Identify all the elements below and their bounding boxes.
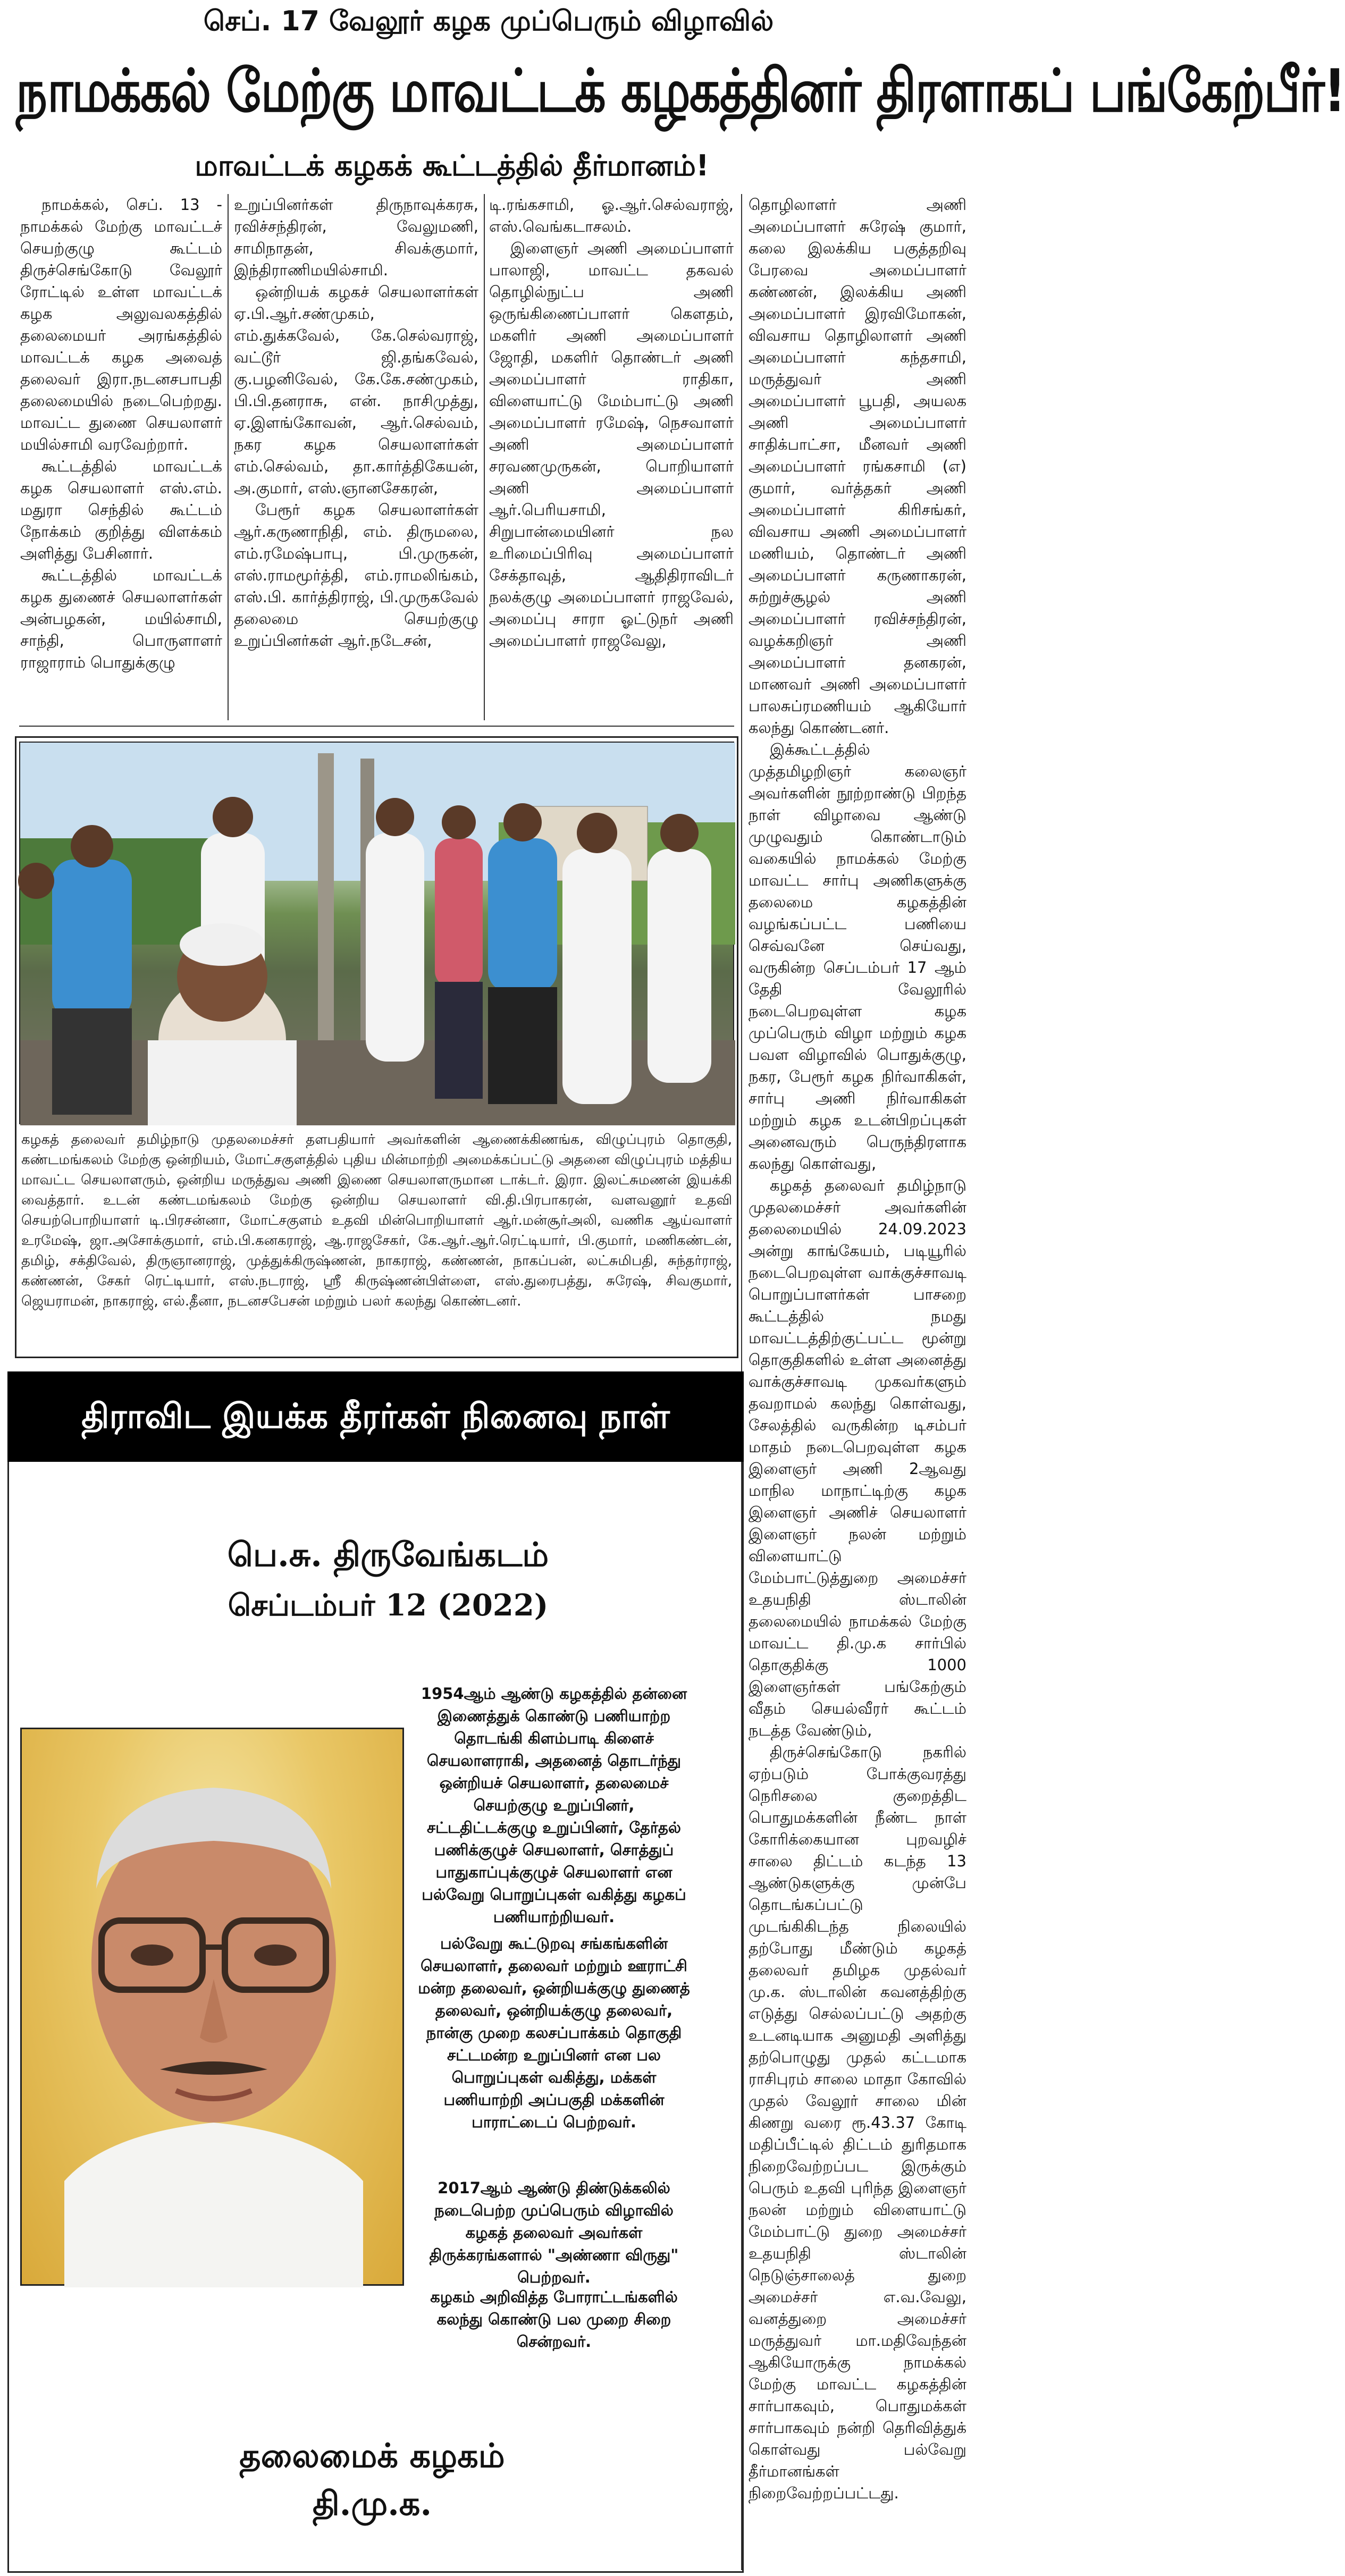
subheadline: மாவட்டக் கழகக் கூட்டத்தில் தீர்மானம்!	[195, 149, 709, 182]
article-paragraph: பேரூர் கழக செயலாளர்கள் ஆர்.கருணாநிதி, எம். திருமலை, எம்.ரமேஷ்பாபு, பி.முருகன், எஸ்.ராமமூர்த்தி, எம்.ராமலிங்கம், எஸ்.பி. கார்த்திராஜ், பி.முருகவேல் தலைமை செயற்குழு உறுப்பினர்கள் ஆர்.நடேசன்,	[234, 501, 478, 650]
kicker-headline: செப். 17 வேலூர் கழக முப்பெரும் விழாவில்	[203, 5, 774, 37]
article-paragraph: நாமக்கல், செப். 13 - நாமக்கல் மேற்கு மாவட்டச் செயற்குழு கூட்டம் திருச்செங்கோடு வேலூர் ரோட்டில் உள்ள மாவட்டக் கழக அலுவலகத்தில் தலைமையர் அரங்கத்தில் மாவட்டக் கழக அவைத் தலைவர் இரா.நடனசபாபதி தலைமையில் நடைபெற்றது. மாவட்ட துணை செயலாளர் மயில்சாமி வரவேற்றார்.	[20, 196, 222, 453]
obituary-paragraph: பல்வேறு கூட்டுறவு சங்கங்களின் செயலாளர், தலைவர் மற்றும் ஊராட்சி மன்ற தலைவர், ஒன்றியக்குழு துணைத் தலைவர், ஒன்றியக்குழு தலைவர், நான்கு முறை கலசப்பாக்கம் தொகுதி சட்டமன்ற உறுப்பினர் என பல பொறுப்புகள் வகித்து, மக்கள் பணியாற்றி அப்பகுதி மக்களின் பாராட்டைப் பெற்றவர்.	[418, 1934, 690, 2131]
column-divider	[484, 194, 485, 720]
obituary-name: பெ.சு. திருவேங்கடம்	[227, 1535, 549, 1574]
column-divider	[228, 194, 229, 720]
article-paragraph: கழகத் தலைவர் தமிழ்நாடு முதலமைச்சர் அவர்களின் தலைமையில் 24.09.2023 அன்று காங்கேயம், படியூரில் நடைபெறவுள்ள வாக்குச்சாவடி பொறுப்பாளர்கள் பாசறை கூட்டத்தில் நமது மாவட்டத்திற்குட்பட்ட மூன்று தொகுதிகளில் உள்ள அனைத்து வாக்குச்சாவடி முகவர்களும் தவறாமல் கலந்து கொள்வது, சேலத்தில் வருகின்ற டிசம்பர் மாதம் நடைபெறவுள்ள கழக இளைஞர் அணி 2ஆவது மாநில மாநாட்டிற்கு கழக இளைஞர் அணிச் செயலாளர் இளைஞர் நலன் மற்றும் விளையாட்டு மேம்பாட்டுத்துறை அமைச்சர் உதயநிதி ஸ்டாலின் தலைமையில் நாமக்கல் மேற்கு மாவட்ட தி.மு.க சார்பில் தொகுதிக்கு 1000 இளைஞர்கள் பங்கேற்கும் வீதம் செயல்வீரர் கூட்டம் நடத்த வேண்டும்,	[749, 1176, 966, 1739]
portrait-illustration	[22, 1729, 406, 2287]
section-divider	[19, 726, 734, 727]
article-paragraph: ஒன்றியக் கழகச் செயலாளர்கள் ஏ.பி.ஆர்.சண்முகம், எம்.துக்கவேல், கே.செல்வராஜ், வட்டூர் ஜி.தங்கவேல், கு.பழனிவேல், கே.கே.சண்முகம், பி.பி.தனராசு, என். நாசிமுத்து, ஏ.இளங்கோவன், ஆர்.செல்வம், நகர கழக செயலாளர்கள் எம்.செல்வம், தா.கார்த்திகேயன், அ.குமார், எஸ்.ஞானசேகரன்,	[234, 283, 478, 497]
obituary-signature-org: தலைமைக் கழகம்	[239, 2436, 505, 2475]
obituary-paragraph: கழகம் அறிவித்த போராட்டங்களில் கலந்து கொண்டு பல முறை சிறை சென்றவர்.	[430, 2288, 678, 2351]
obituary-paragraph: 2017ஆம் ஆண்டு திண்டுக்கலில் நடைபெற்ற முப்பெரும் விழாவில் கழகத் தலைவர் அவர்கள் திருக்கரங்களால் "அண்ணா விருது" பெற்றவர்.	[429, 2179, 679, 2286]
obituary-portrait	[20, 1728, 404, 2286]
obituary-date: செப்டம்பர் 12 (2022)	[228, 1588, 549, 1623]
obituary-paragraph: 1954ஆம் ஆண்டு கழகத்தில் தன்னை இணைத்துக் கொண்டு பணியாற்ற தொடங்கி கிளம்பாடி கிளைச் செயலாளராகி, அதனைத் தொடர்ந்து ஒன்றியச் செயலாளர், தலைமைச் செயற்குழு உறுப்பினர், சட்டதிட்டக்குழு உறுப்பினர், தேர்தல் பணிக்குழுச் செயலாளர், சொத்துப் பாதுகாப்புக்குழுச் செயலாளர் என பல்வேறு பொறுப்புகள் வகித்து கழகப் பணியாற்றியவர்.	[421, 1685, 687, 1926]
article-paragraph: தொழிலாளர் அணி அமைப்பாளர் சுரேஷ் குமார், கலை இலக்கிய பகுத்தறிவு பேரவை அமைப்பாளர் கண்ணன், இலக்கிய அணி அமைப்பாளர் இரவிமோகன், விவசாய தொழிலாளர் அணி அமைப்பாளர் கந்தசாமி, மருத்துவர் அணி அமைப்பாளர் பூபதி, அயலக அணி அமைப்பாளர் சாதிக்பாட்சா, மீனவர் அணி அமைப்பாளர் ரங்கசாமி (எ) குமார், வர்த்தகர் அணி அமைப்பாளர் கிரிசங்கர், விவசாய அணி அமைப்பாளர் மணியம், தொண்டர் அணி அமைப்பாளர் கருணாகரன், சுற்றுச்சூழல் அணி அமைப்பாளர் ரவிச்சந்திரன், வழக்கறிஞர் அணி அமைப்பாளர் தனகரன், மாணவர் அணி அமைப்பாளர் பாலசுப்ரமணியம் ஆகியோர் கலந்து கொண்டனர்.	[749, 196, 966, 737]
photo-caption: கழகத் தலைவர் தமிழ்நாடு முதலமைச்சர் தளபதியார் அவர்களின் ஆணைக்கிணங்க, விழுப்புரம் தொகுதி, கண்டமங்கலம் மேற்கு ஒன்றியம், மோட்சகுளத்தில் புதிய மின்மாற்றி அமைக்கப்பட்டு அதனை விழுப்புரம் மத்திய மாவட்ட செயலாளரும், ஒன்றிய மருத்துவ அணி இணை செயலாளருமான டாக்டர். இரா. இலட்சுமணன் இயக்கி வைத்தார். உடன் கண்டமங்கலம் மேற்கு ஒன்றிய செயலாளர் வி.தி.பிரபாகரன், வளவனூர் உதவி செயற்பொறியாளர் டி.பிரசன்னா, மோட்சகுளம் உதவி மின்பொறியாளர் ஆர்.மன்சூர்அலி, வணிக ஆய்வாளர் உரமேஷ், ஜா.அசோக்குமார், எம்.பி.கனகராஜ், ஆ.ராஜசேகர், கே.ஆர்.ஆர்.ரெட்டியார், பி.குமார், மணிகண்டன், தமிழ், சக்திவேல், திருஞானராஜ், முத்துக்கிருஷ்ணன், நாகராஜ், கண்ணன், நாகப்பன், லட்சுமிபதி, சுந்தர்ராஜ், கண்ணன், சேகர் ரெட்டியார், எஸ்.நடராஜ், ஸ்ரீ கிருஷ்ணன்பிள்ளை, எஸ்.துரைபத்து, சுரேஷ், சிவகுமார், ஜெயராமன், நாகராஜ், எல்.தீனா, நடனசபேசன் மற்றும் பலர் கலந்து கொண்டனர்.	[21, 1132, 732, 1309]
article-column-2	[234, 194, 478, 720]
article-column-3	[489, 194, 734, 720]
article-paragraph: கூட்டத்தில் மாவட்டக் கழக துணைச் செயலாளர்கள் அன்பழகன், மயில்சாமி, சாந்தி, பொருளாளர் ராஜாராம் பொதுக்குழு	[20, 566, 222, 671]
obituary-banner: திராவிட இயக்க தீரர்கள் நினைவு நாள்	[7, 1371, 744, 1462]
obituary-signature-party: தி.மு.க.	[312, 2484, 432, 2523]
article-column-1	[20, 194, 222, 720]
article-paragraph: இளைஞர் அணி அமைப்பாளர் பாலாஜி, மாவட்ட தகவல் தொழில்நுட்ப அணி ஒருங்கிணைப்பாளர் கௌதம், மகளிர் அணி அமைப்பாளர் ஜோதி, மகளிர் தொண்டர் அணி அமைப்பாளர் ராதிகா, விளையாட்டு மேம்பாட்டு அணி அமைப்பாளர் ரமேஷ், நெசவாளர் அணி அமைப்பாளர் சரவணமுருகன், பொறியாளர் அணி அமைப்பாளர் ஆர்.பெரியசாமி, சிறுபான்மையினர் நல உரிமைப்பிரிவு அமைப்பாளர் சேக்தாவுத், ஆதிதிராவிடர் நலக்குழு அமைப்பாளர் ராஜவேல், அமைப்பு சாரா ஓட்டுநர் அணி அமைப்பாளர் ராஜவேலு,	[489, 239, 734, 650]
article-column-4	[749, 194, 966, 2570]
article-paragraph: கூட்டத்தில் மாவட்டக் கழக செயலாளர் எஸ்.எம். மதுரா செந்தில் கூட்டம் நோக்கம் குறித்து விளக்கம் அளித்து பேசினார்.	[20, 457, 222, 562]
main-headline: நாமக்கல் மேற்கு மாவட்டக் கழகத்தினர் திரளாகப் பங்கேற்பீர்!	[16, 57, 1345, 125]
article-paragraph: உறுப்பினர்கள் திருநாவுக்கரசு, ரவிச்சந்திரன், வேலுமணி, சாமிநாதன், சிவக்குமார், இந்திராணிமயில்சாமி.	[234, 196, 478, 279]
article-paragraph: திருச்செங்கோடு நகரில் ஏற்படும் போக்குவரத்து நெரிசலை குறைத்திட பொதுமக்களின் நீண்ட நாள் கோரிக்கையான புறவழிச் சாலை திட்டம் கடந்த 13 ஆண்டுகளுக்கு முன்பே தொடங்கப்பட்டு முடங்கிகிடந்த நிலையில் தற்போது மீண்டும் கழகத் தலைவர் தமிழக முதல்வர் மு.க. ஸ்டாலின் கவனத்திற்கு எடுத்து செல்லப்பட்டு அதற்கு உடனடியாக அனுமதி அளித்து தற்பொழுது முதல் கட்டமாக ராசிபுரம் சாலை மாதா கோவில் முதல் வேலூர் சாலை மின் கிணறு வரை ரூ.43.37 கோடி மதிப்பீட்டில் திட்டம் துரிதமாக நிறைவேற்றப்பட இருக்கும் பெரும் உதவி புரிந்த இளைஞர் நலன் மற்றும் விளையாட்டு மேம்பாட்டு துறை அமைச்சர் உதயநிதி ஸ்டாலின் நெடுஞ்சாலைத் துறை அமைச்சர் எ.வ.வேலு, வனத்துறை அமைச்சர் மருத்துவர் மா.மதிவேந்தன் ஆகியோருக்கு நாமக்கல் மேற்கு மாவட்ட கழகத்தின் சார்பாகவும், பொதுமக்கள் சார்பாகவும் நன்றி தெரிவித்துக் கொள்வது பல்வேறு தீர்மானங்கள் நிறைவேற்றப்பட்டது.	[749, 1743, 966, 2502]
article-paragraph: இக்கூட்டத்தில் முத்தமிழறிஞர் கலைஞர் அவர்களின் நூற்றாண்டு பிறந்த நாள் விழாவை ஆண்டு முழுவதும் கொண்டாடும் வகையில் நாமக்கல் மேற்கு மாவட்ட சார்பு அணிகளுக்கு தலைமை கழகத்தின் வழங்கப்பட்ட பணியை செவ்வனே செய்வது, வருகின்ற செப்டம்பர் 17 ஆம் தேதி வேலூரில் நடைபெறவுள்ள கழக முப்பெரும் விழா மற்றும் கழக பவள விழாவில் பொதுக்குழு, நகர, பேரூர் கழக நிர்வாகிகள், சார்பு அணி நிர்வாகிகள் மற்றும் கழக உடன்பிறப்புகள் அனைவரும் பெருந்திரளாக கலந்து கொள்வது,	[749, 740, 966, 1173]
news-photo	[19, 742, 734, 1124]
news-photo-illustration	[20, 743, 735, 1125]
article-paragraph: டி.ரங்கசாமி, ஓ.ஆர்.செல்வராஜ், எஸ்.வெங்கடாசலம்.	[489, 196, 734, 235]
